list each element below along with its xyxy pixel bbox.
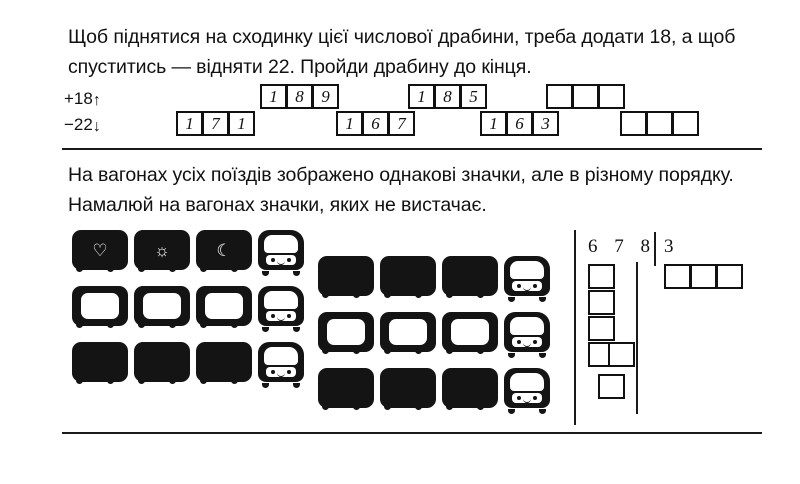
ladder-cell[interactable]	[572, 84, 599, 109]
ladder-cell[interactable]: 8	[434, 84, 461, 109]
wheels-icon	[200, 379, 238, 384]
wagon[interactable]	[380, 256, 436, 296]
ladder-cell[interactable]: 3	[532, 111, 559, 136]
ladder-cell[interactable]: 5	[460, 84, 487, 109]
locomotive-icon	[504, 368, 550, 412]
wagon-glyph: ☾	[216, 240, 232, 260]
wagon[interactable]	[72, 286, 128, 326]
wheels-icon	[446, 405, 484, 410]
ladder-cell[interactable]	[546, 84, 573, 109]
wagon[interactable]	[196, 342, 252, 382]
ladder-cell[interactable]: 7	[388, 111, 415, 136]
empty-icon[interactable]	[81, 293, 119, 319]
work-cell[interactable]	[608, 342, 635, 367]
division-vertical-line	[636, 262, 638, 414]
empty-dark-icon[interactable]	[327, 375, 365, 401]
empty-dark-icon[interactable]	[389, 375, 427, 401]
ladder-cell[interactable]: 1	[336, 111, 363, 136]
wagon[interactable]	[72, 342, 128, 382]
wagon[interactable]	[380, 312, 436, 352]
wheels-icon	[384, 349, 422, 354]
wheels-icon	[384, 293, 422, 298]
locomotive-icon	[504, 312, 550, 356]
arrow-up-icon: ↑	[92, 92, 101, 109]
division-bar	[654, 232, 656, 266]
empty-icon[interactable]	[327, 319, 365, 345]
wagon[interactable]	[318, 312, 374, 352]
empty-dark-icon[interactable]	[451, 375, 489, 401]
work-cell[interactable]	[588, 264, 615, 289]
work-cell[interactable]	[588, 316, 615, 341]
empty-dark-icon[interactable]	[143, 349, 181, 375]
wagon[interactable]	[196, 286, 252, 326]
empty-dark-icon[interactable]	[327, 263, 365, 289]
ladder-cell[interactable]	[646, 111, 673, 136]
ladder-cell[interactable]: 1	[176, 111, 203, 136]
wheels-icon	[76, 323, 114, 328]
wagon-glyph: ☼	[154, 240, 170, 260]
legend-up	[64, 86, 169, 112]
ladder-legend	[64, 86, 169, 138]
work-cell[interactable]	[598, 374, 625, 399]
divider-top	[62, 148, 762, 150]
locomotive-icon	[258, 286, 304, 330]
wagon[interactable]	[318, 368, 374, 408]
wheels-icon	[76, 379, 114, 384]
sun-icon[interactable]	[143, 237, 181, 263]
ladder-cell[interactable]: 1	[228, 111, 255, 136]
wheels-icon	[322, 293, 360, 298]
wagon[interactable]	[72, 230, 128, 270]
ladder-cell[interactable]: 6	[506, 111, 533, 136]
wagon[interactable]	[196, 230, 252, 270]
ladder-cell[interactable]: 1	[408, 84, 435, 109]
legend-down	[64, 112, 169, 138]
wheels-icon	[322, 349, 360, 354]
divisor: 3	[664, 236, 674, 257]
empty-icon[interactable]	[205, 293, 243, 319]
wagon[interactable]	[380, 368, 436, 408]
ladder-cell[interactable]	[672, 111, 699, 136]
quotient-cell[interactable]	[716, 264, 743, 289]
task1-instruction: Щоб піднятися на сходинку цієї числової драбини, треба додати 18, а щоб спуститись — відняти 22. Пройди драбину до кінця.	[68, 26, 736, 78]
locomotive-icon	[258, 342, 304, 386]
legend-down-label: −22	[64, 115, 93, 134]
empty-dark-icon[interactable]	[81, 349, 119, 375]
empty-dark-icon[interactable]	[205, 349, 243, 375]
ladder-cell[interactable]: 6	[362, 111, 389, 136]
wagon[interactable]	[134, 230, 190, 270]
wheels-icon	[138, 267, 176, 272]
empty-dark-icon[interactable]	[451, 263, 489, 289]
wheels-icon	[138, 379, 176, 384]
wheels-icon	[76, 267, 114, 272]
quotient-cell[interactable]	[664, 264, 691, 289]
wheels-icon	[446, 349, 484, 354]
arrow-down-icon: ↓	[92, 118, 101, 135]
locomotive-icon	[504, 256, 550, 300]
task2-instruction: На вагонах усіх поїздів зображено однакові значки, але в різному порядку. Намалюй на вагонах значки, яких не вистачає.	[68, 164, 734, 216]
ladder-cell[interactable]: 1	[480, 111, 507, 136]
ladder-cell[interactable]	[598, 84, 625, 109]
legend-up-label: +18	[64, 89, 93, 108]
wheels-icon	[446, 293, 484, 298]
trains-group	[60, 230, 560, 430]
wagon-glyph: ♡	[92, 240, 108, 260]
ladder-cell[interactable]: 8	[286, 84, 313, 109]
wheels-icon	[200, 267, 238, 272]
work-cell[interactable]	[588, 290, 615, 315]
wheels-icon	[322, 405, 360, 410]
division-box	[574, 230, 766, 425]
quotient-cell[interactable]	[690, 264, 717, 289]
empty-icon[interactable]	[389, 319, 427, 345]
ladder-cell[interactable]: 9	[312, 84, 339, 109]
divider-bottom	[62, 432, 762, 434]
task-number-ladder	[0, 0, 800, 148]
dividend: 6 7 8	[588, 236, 656, 257]
empty-icon[interactable]	[143, 293, 181, 319]
wheels-icon	[138, 323, 176, 328]
wagon[interactable]	[442, 312, 498, 352]
wheels-icon	[200, 323, 238, 328]
heart-icon[interactable]	[81, 237, 119, 263]
moon-icon[interactable]	[205, 237, 243, 263]
number-ladder	[168, 84, 768, 142]
empty-icon[interactable]	[451, 319, 489, 345]
wagon[interactable]	[318, 256, 374, 296]
ladder-cell[interactable]	[620, 111, 647, 136]
locomotive-icon	[258, 230, 304, 274]
wagon[interactable]	[442, 256, 498, 296]
wagon[interactable]	[442, 368, 498, 408]
empty-dark-icon[interactable]	[389, 263, 427, 289]
ladder-cell[interactable]: 1	[260, 84, 287, 109]
wagon[interactable]	[134, 286, 190, 326]
wagon[interactable]	[134, 342, 190, 382]
wheels-icon	[384, 405, 422, 410]
ladder-cell[interactable]: 7	[202, 111, 229, 136]
